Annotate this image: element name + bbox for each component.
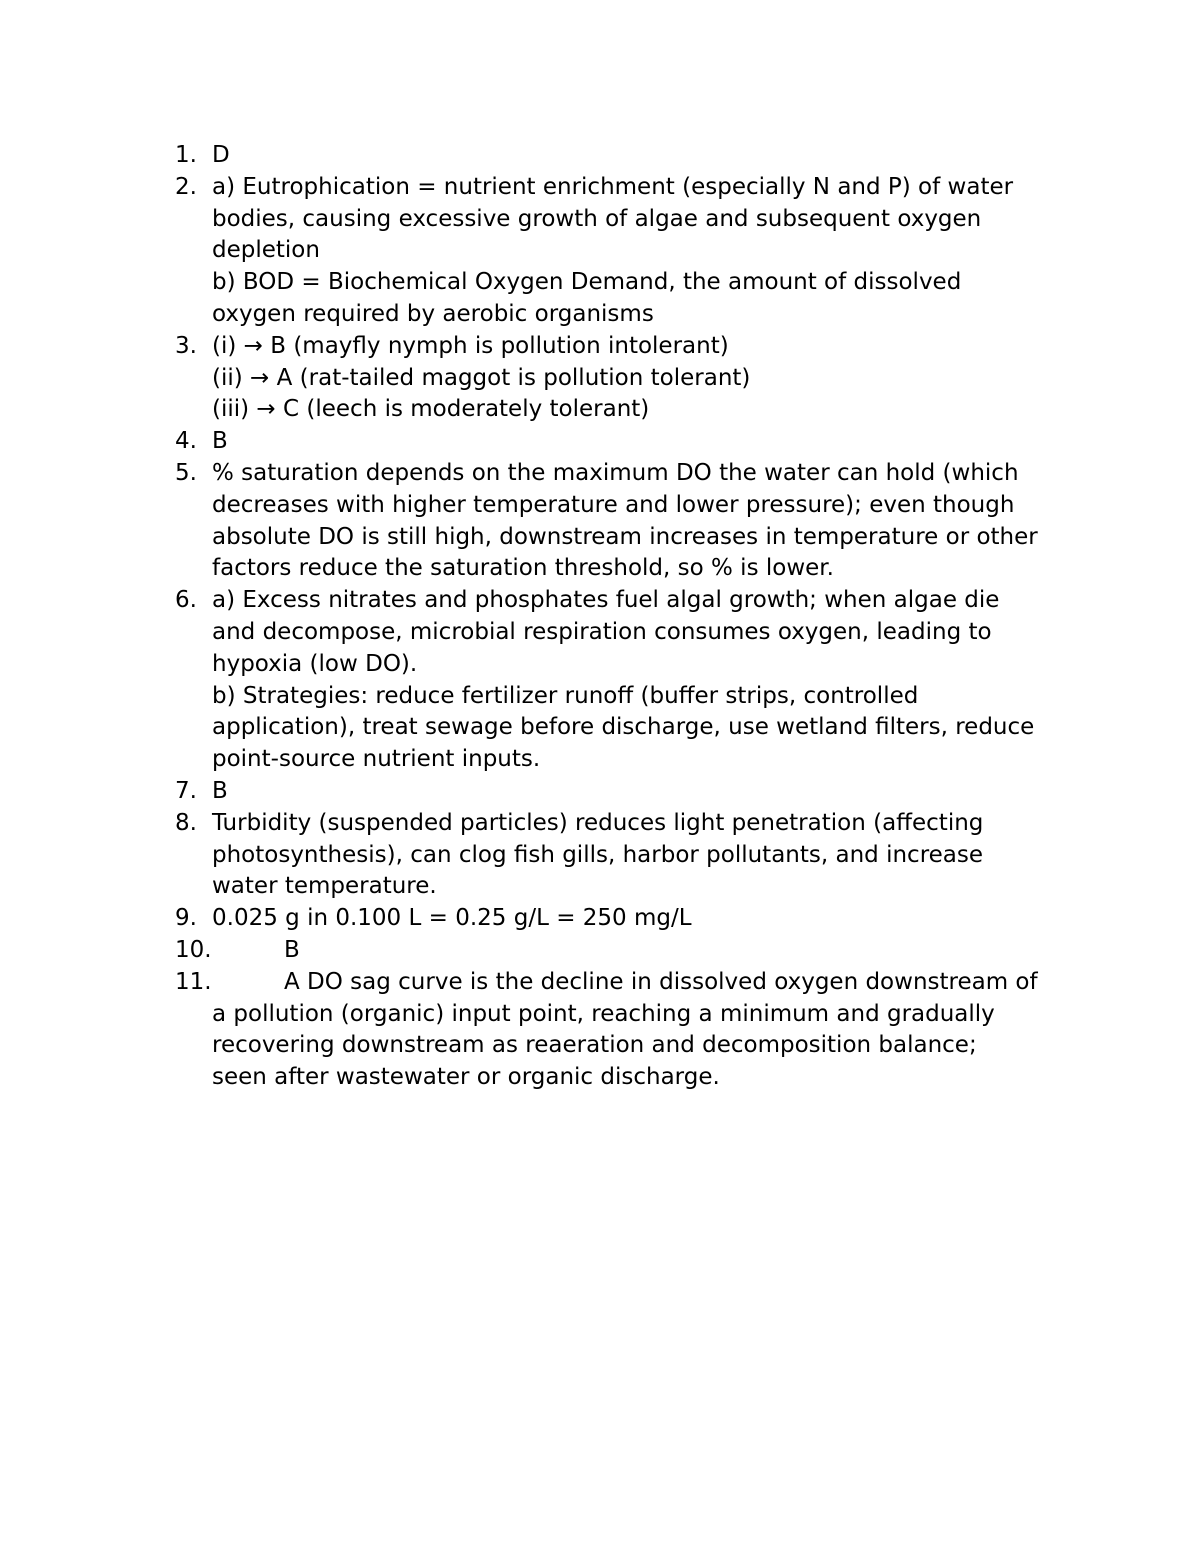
answer-text: (ii) → A (rat-tailed maggot is pollution tolerant)	[212, 364, 751, 391]
answer-text: A DO sag curve is the decline in dissolved oxygen downstream of	[284, 968, 1038, 995]
answer-5	[175, 458, 1070, 585]
answer-text: application), treat sewage before discharge, use wetland filters, reduce	[212, 714, 1035, 741]
answer-text: seen after wastewater or organic discharge.	[212, 1064, 720, 1091]
answer-text: D	[212, 142, 230, 168]
answer-text: a pollution (organic) input point, reaching a minimum and gradually	[212, 1000, 995, 1027]
answer-list	[175, 140, 1070, 1094]
answer-text: Turbidity (suspended particles) reduces light penetration (affecting	[212, 809, 984, 836]
answer-text: hypoxia (low DO).	[212, 650, 418, 677]
answer-text: and decompose, microbial respiration consumes oxygen, leading to	[212, 618, 992, 645]
answer-text: (iii) → C (leech is moderately tolerant)	[212, 396, 650, 423]
answer-text: % saturation depends on the maximum DO the water can hold (which	[212, 459, 1019, 486]
answer-3	[175, 331, 1070, 426]
answer-9	[175, 903, 1070, 935]
answer-text: a) Eutrophication = nutrient enrichment (especially N and P) of water	[212, 173, 1014, 200]
answer-10	[175, 935, 1070, 967]
answer-number: 2.	[175, 173, 197, 200]
answer-8	[175, 808, 1070, 903]
answer-1	[175, 140, 1070, 172]
answer-4	[175, 426, 1070, 458]
answer-text: recovering downstream as reaeration and decomposition balance;	[212, 1032, 977, 1059]
answer-text: B	[212, 428, 228, 455]
answer-number: 9.	[175, 905, 197, 932]
answer-text: absolute DO is still high, downstream increases in temperature or other	[212, 523, 1038, 550]
answer-text: (i) → B (mayfly nymph is pollution intolerant)	[212, 332, 729, 359]
answer-11	[175, 967, 1070, 1094]
answer-text: B	[212, 777, 228, 804]
answer-7	[175, 776, 1070, 808]
answer-6	[175, 585, 1070, 776]
answer-text: photosynthesis), can clog fish gills, harbor pollutants, and increase	[212, 841, 984, 868]
answer-text: point-source nutrient inputs.	[212, 746, 541, 773]
answer-text: water temperature.	[212, 873, 437, 900]
answer-text: depletion	[212, 237, 320, 264]
answer-text: a) Excess nitrates and phosphates fuel algal growth; when algae die	[212, 587, 1000, 614]
answer-text: decreases with higher temperature and lower pressure); even though	[212, 491, 1015, 518]
answer-number: 7.	[175, 777, 197, 804]
answer-number: 6.	[175, 587, 197, 614]
answer-number: 5.	[175, 459, 197, 486]
answer-text: 0.025 g in 0.100 L = 0.25 g/L = 250 mg/L	[212, 905, 692, 932]
answer-number: 10.	[175, 936, 212, 963]
answer-text: oxygen required by aerobic organisms	[212, 300, 654, 327]
answer-text: B	[284, 936, 300, 963]
answer-number: 8.	[175, 809, 197, 836]
answer-number: 4.	[175, 428, 197, 455]
answer-text: bodies, causing excessive growth of algae and subsequent oxygen	[212, 205, 982, 232]
answer-number: 11.	[175, 968, 212, 995]
answer-number: 1.	[175, 142, 197, 168]
answer-text: b) Strategies: reduce fertilizer runoff (buffer strips, controlled	[212, 682, 919, 709]
answer-text: factors reduce the saturation threshold, so % is lower.	[212, 555, 834, 582]
answer-2	[175, 172, 1070, 331]
answer-number: 3.	[175, 332, 197, 359]
answer-text: b) BOD = Biochemical Oxygen Demand, the amount of dissolved	[212, 269, 962, 296]
